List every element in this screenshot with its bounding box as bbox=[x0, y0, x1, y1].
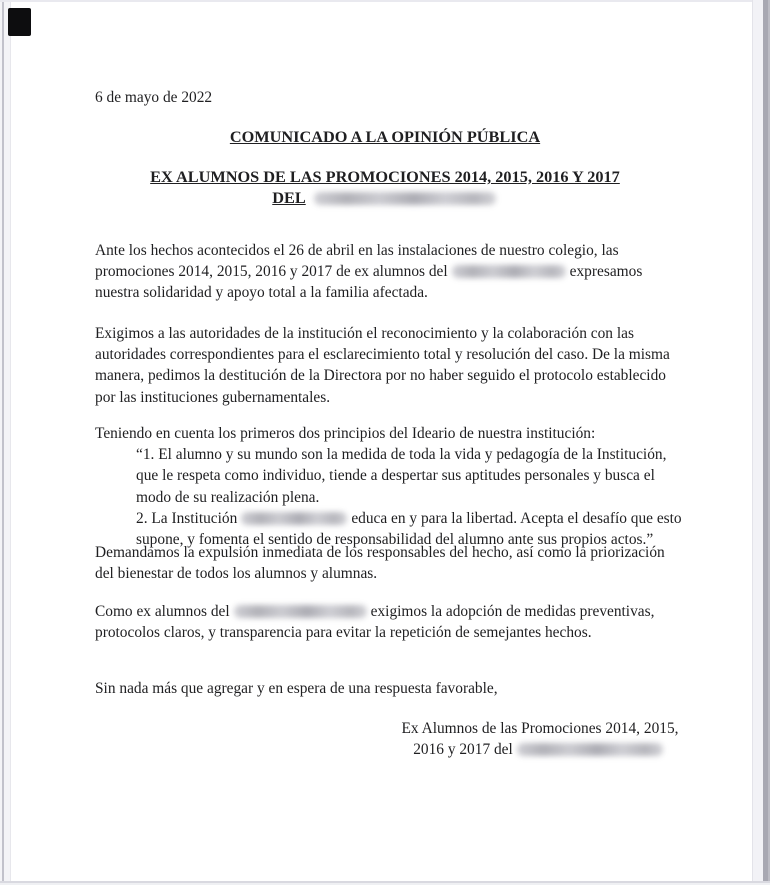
letter-subtitle-line1-text: EX ALUMNOS DE LAS PROMOCIONES 2014, 2015, 2016 Y 2017 bbox=[150, 167, 620, 186]
letter-subtitle-del: DEL bbox=[272, 188, 306, 207]
letter-title bbox=[0, 126, 770, 147]
paragraph-solidarity-after: expresamos nuestra solidaridad y apoyo total a la familia afectada. bbox=[95, 263, 643, 302]
letter-subtitle-line2 bbox=[0, 187, 770, 208]
letter-title-text: COMUNICADO A LA OPINIÓN PÚBLICA bbox=[229, 127, 541, 146]
paragraph-ideario bbox=[95, 423, 682, 550]
letter-subtitle-line1 bbox=[0, 166, 770, 187]
redacted-logo-box bbox=[8, 8, 31, 36]
paragraph-preventive-measures bbox=[95, 601, 675, 643]
redaction-blur-school-name bbox=[517, 743, 663, 756]
paragraph-preventive-after: exigimos la adopción de medidas preventivas, protocolos claros, y transparencia para evitar la repetición de semejantes hechos. bbox=[95, 603, 655, 642]
signature-line2 bbox=[378, 739, 702, 760]
page-top-edge bbox=[0, 0, 770, 2]
ideario-principle-1: “1. El alumno y su mundo son la medida de toda la vida y pedagogía de la Institución, que le respeta como individuo, tiende a despertar sus aptitudes personales y busca el modo de su realización plena. bbox=[136, 446, 667, 506]
ideario-quote-block bbox=[136, 444, 692, 550]
paragraph-expulsion: Demandamos la expulsión inmediata de los responsables del hecho, así como la priorización del bienestar de todos los alumnos y alumnas. bbox=[95, 544, 665, 583]
letter-date: 6 de mayo de 2022 bbox=[95, 89, 213, 106]
ideario-principle-2-before: 2. La Institución bbox=[136, 509, 238, 527]
ideario-principle-2-after: educa en y para la libertad. Acepta el desafío que esto supone, y fomenta el sentido de responsabilidad del alumno ante sus propios actos.” bbox=[136, 509, 682, 549]
signature-line1: Ex Alumnos de las Promociones 2014, 2015, bbox=[401, 720, 679, 737]
paragraph-solidarity bbox=[95, 240, 675, 304]
paragraph-preventive-before: Como ex alumnos del bbox=[95, 603, 230, 620]
paragraph-demands: Exigimos a las autoridades de la institución el reconocimiento y la colaboración con las autoridades correspondientes para el esclarecimiento total y resolución del caso. De la misma manera, pedimos la destitución de la Directora por no haber seguido el protocolo establecido por las instituciones gubernamentales. bbox=[95, 325, 670, 406]
paragraph-solidarity-before: Ante los hechos acontecidos el 26 de abril en las instalaciones de nuestro colegio, las promociones 2014, 2015, 2016 y 2017 de ex alumnos del bbox=[95, 242, 619, 281]
redaction-blur-school-name bbox=[234, 605, 367, 618]
closing-line: Sin nada más que agregar y en espera de una respuesta favorable, bbox=[95, 680, 498, 697]
signature-line2-prefix: 2016 y 2017 del bbox=[413, 741, 513, 759]
paragraph-ideario-intro: Teniendo en cuenta los primeros dos principios del Ideario de nuestra institución: bbox=[95, 425, 596, 442]
redaction-blur-school-name bbox=[241, 512, 347, 525]
redaction-blur-school-name bbox=[452, 265, 566, 278]
redaction-blur-school-name bbox=[314, 192, 496, 205]
signature-block bbox=[378, 718, 702, 760]
